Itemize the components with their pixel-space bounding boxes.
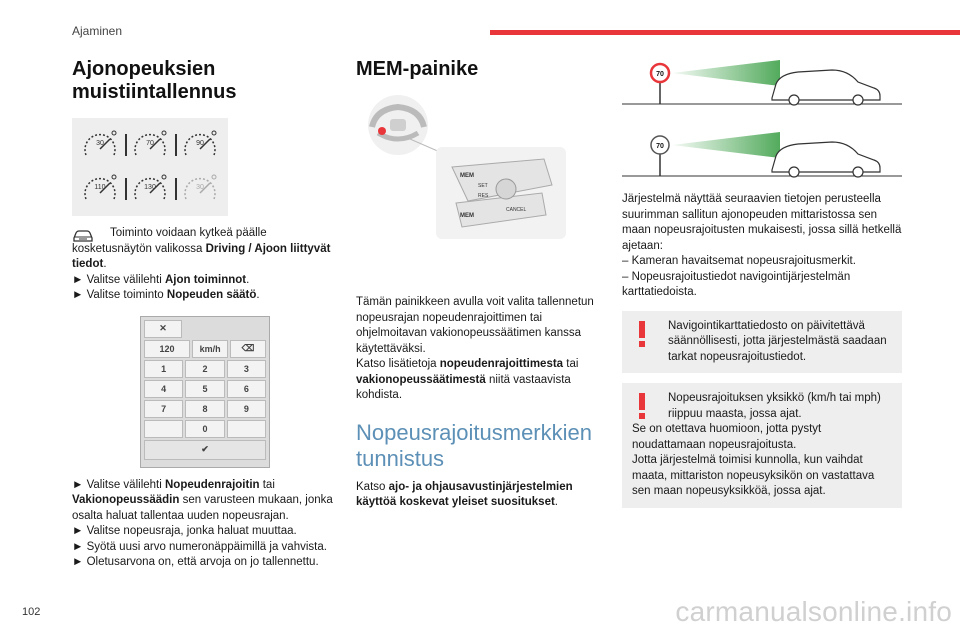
stalk-label: RES	[478, 193, 489, 199]
mem-description: Tämän painikkeen avulla voit valita tallennetun nopeusrajan nopeudenrajoittimen tai ohjelmoitavan vakionopeussäätimen kanssa käytettäväksi. Katso lisätietoja nopeudenrajoittimesta tai vakionopeussäätimestä niitä vastaavista kohdista.	[356, 296, 594, 401]
section-header: Ajaminen	[72, 24, 123, 38]
steering-stalk-illustration	[356, 93, 596, 243]
keypad-key: 1	[144, 360, 183, 378]
speed-gauge-icon	[178, 170, 222, 208]
speed-gauge-icon	[78, 170, 122, 208]
warning-icon	[636, 393, 648, 419]
speed-value: 30	[196, 184, 204, 191]
step-select-function: ► Valitse toiminto Nopeuden säätö.	[72, 289, 260, 301]
step-select-device: ► Valitse välilehti Nopeudenrajoitin tai Vakionopeussäädin sen varusteen mukaan, jonka osalta haluat tallentaa uuden nopeusrajan.	[72, 478, 333, 522]
svg-text:70: 70	[656, 143, 664, 150]
speed-value: 30	[96, 140, 104, 147]
stalk-label: CANCEL	[506, 207, 527, 213]
info-note: Toiminto voidaan kytkeä päälle kosketusnäytön valikossa Driving / Ajoon liittyvät tiedot. ► Valitse välilehti Ajon toiminnot. ► Valitse toiminto Nopeuden säätö.	[72, 226, 340, 304]
speed-gauge-icon	[128, 126, 172, 164]
speed-value: 90	[196, 140, 204, 147]
section-title-sign-recognition: Nopeusrajoitusmerkkien tunnistus	[356, 419, 592, 471]
keypad-display: 120	[144, 340, 190, 358]
section-title-speed-memory: Ajonopeuksien muistiintallennus	[72, 58, 237, 103]
warning-icon	[636, 321, 648, 347]
stalk-label: MEM	[460, 213, 474, 219]
step-select-tab: ► Valitse välilehti Ajon toiminnot.	[72, 273, 250, 286]
stalk-label: MEM	[460, 173, 474, 179]
speed-value: 70	[146, 140, 154, 147]
step-select-limit: ► Valitse nopeusraja, jonka haluat muuttaa.	[72, 525, 297, 537]
keypad-key: 3	[227, 360, 266, 378]
keypad-key: 9	[227, 400, 266, 418]
keypad-unit: km/h	[192, 340, 228, 358]
step-enter-value: ► Syötä uusi arvo numeronäppäimillä ja vahvista.	[72, 540, 327, 553]
speed-gauge-icon	[78, 126, 122, 164]
close-icon: ✕	[144, 320, 182, 338]
page-number: 102	[22, 606, 41, 618]
keypad-key: 2	[185, 360, 224, 378]
section-title-mem: MEM-painike	[356, 58, 479, 80]
watermark: carmanualsonline.info	[675, 596, 952, 627]
warning-box-map-update: Navigointikarttatiedosto on päivitettävä säännöllisesti, jotta järjestelmästä saadaan tarkat nopeusrajoitustiedot.	[622, 311, 902, 374]
step-default-note: ► Oletusarvona on, että arvoja on jo tallennettu.	[72, 556, 319, 568]
speed-value: 130	[144, 184, 156, 191]
car-icon	[772, 70, 880, 100]
stored-speeds-illustration	[72, 118, 228, 216]
general-recommendations-ref: Katso ajo- ja ohjausavustinjärjestelmien käyttöä koskevat yleiset suositukset.	[356, 480, 573, 508]
speed-value: 110	[94, 184, 106, 191]
sign-detection-illustration	[622, 58, 902, 108]
mem-button-illustration	[356, 93, 596, 243]
stalk-label: SET	[478, 183, 488, 189]
keypad-key: 8	[185, 400, 224, 418]
speed-keypad-illustration	[140, 316, 270, 468]
speed-gauge-icon	[178, 126, 222, 164]
svg-text:70: 70	[656, 71, 664, 78]
car-icon	[772, 142, 880, 172]
system-description: Järjestelmä näyttää seuraavien tietojen perusteella suurimman sallitun ajonopeuden mittaristossa sen maan nopeusrajoitusten mukaisesti, jossa sillä hetkellä ajetaan: – Kameran havaitsemat nopeusrajoitusmerkit. – Nopeusrajoitustiedot navigointijärjestelmän karttatiedoista.	[622, 193, 902, 298]
sign-detection-illustration	[622, 130, 902, 180]
check-icon: ✔	[144, 440, 266, 460]
column-mem-button	[356, 58, 606, 511]
keypad-key: 7	[144, 400, 183, 418]
column-speed-memory	[72, 58, 340, 571]
keypad-key: 0	[185, 420, 224, 438]
header-accent-bar	[490, 30, 960, 35]
keypad-key: 6	[227, 380, 266, 398]
car-info-icon	[72, 228, 94, 244]
keypad-key: 4	[144, 380, 183, 398]
warning-box-speed-unit: Nopeusrajoituksen yksikkö (km/h tai mph) riippuu maasta, jossa ajat. Se on otettava huomioon, jotta pystyt noudattamaan nopeusrajoitusta. Jotta järjestelmä toimisi kunnolla, kun vaihdat maata, mittariston nopeusyksikön on vastattava sen maan nopeusyksikköä, jossa ajat.	[622, 383, 902, 508]
column-sign-recognition	[622, 58, 902, 508]
speed-gauge-icon	[128, 170, 172, 208]
keypad-key: 5	[185, 380, 224, 398]
steps-list	[72, 478, 340, 571]
backspace-icon: ⌫	[230, 340, 266, 358]
